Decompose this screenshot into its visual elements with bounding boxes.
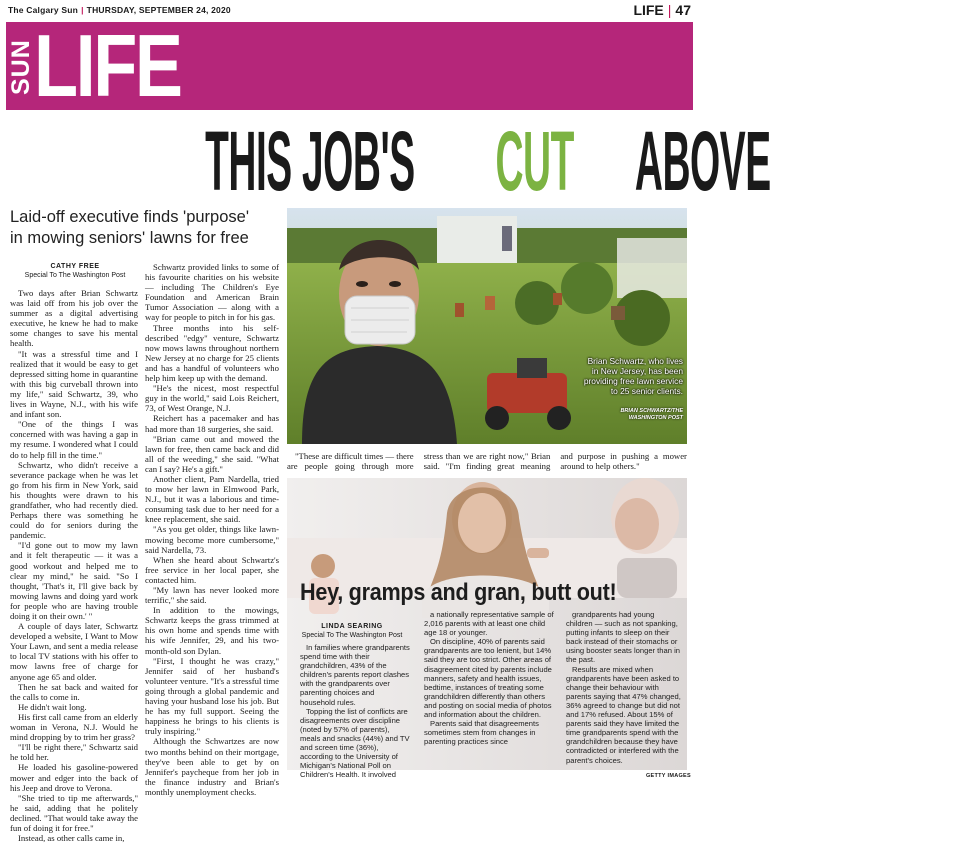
sidebar-byline [300,622,404,640]
sidebar-headline [300,579,680,607]
deck-line-2: in mowing seniors' lawns for free [10,229,249,247]
paragraph: Three months into his self-described "edgy" venture, Schwartz now mows lawns throughout northern New Jersey at no charge for 25 clients and has a handful of volunteers who help him keep up with the demand. [145,322,279,384]
paragraph: Two days after Brian Schwartz was laid off from his job over the summer as a digital advertising executive, he knew he had to make some changes to save his mental health. [10,288,138,349]
sidebar-column-2 [424,610,554,763]
photo-caption: Brian Schwartz, who lives in New Jersey, has been providing free lawn service to 25 senior clients. [583,356,683,396]
sidebar-headline-text: Hey, gramps and gran, butt out! [300,579,617,606]
paragraph: "It was a stressful time and I realized that it would be easy to get depressed sitting home in quarantine with this big curveball thrown into my life," said Schwartz, 39, who lives in Wayne, N.J., with his wife and infant son. [10,348,138,420]
paragraph: Schwartz provided links to some of his favourite charities on his website — including The Children's Eye Foundation and American Brain Tumor Association — along with a way for people to pitch in for his gas. [145,262,279,323]
paragraph: "First, I thought he was crazy," Jennifer said of her husband's volunteer venture. "It's a stressful time going through a global pandemic and having your husband lose his job. But he has my full support. Seeing the happiness he brings to his clients is truly inspiring." [145,655,279,737]
story-deck [10,207,280,249]
paragraph: His first call came from an elderly woman in Verona, N.J. Would he mind dropping by to trim her grass? [10,711,138,743]
paper-name: The Calgary Sun [8,5,79,15]
paragraph: Another client, Pam Nardella, tried to mow her lawn in Elmwood Park, N.J., but it was a laborious and time-consuming task due to her need for a knee replacement, she said. [145,473,279,525]
photo-credit: BRIAN SCHWARTZ/THE WASHINGTON POST [620,408,683,421]
paragraph: "These are difficult times — there are people going through more stress than we are right now," Brian said. "I'm finding great meaning and purpose in pushing a mower around to help others." [287,451,687,472]
page-number: 47 [675,2,691,18]
paragraph: Then he sat back and waited for the calls to come in. [10,681,138,702]
paragraph: On discipline, 40% of parents said grandparents are too lenient, but 14% said they are too strict. Other areas of disagreement cited by parents include manners, safety and health issues, bedtime, instances of treating some grandchildren differently than others and posting on social media of photos and information about the children. [424,637,552,720]
paragraph: A couple of days later, Schwartz developed a website, I Want to Mow Your Lawn, and sent a media release to local TV stations with his offer to mow lawns free of charge for anyone age 65 and older. [10,621,138,682]
headline-part2: ABOVE [626,114,771,208]
byline-org: Special To The Washington Post [24,272,126,279]
headline-part1: THIS JOB'S [205,114,426,208]
sidebar-byline-org: Special To The Washington Post [301,632,403,639]
paragraph: Schwartz, who didn't receive a severance package when he was let go from his firm in New York, said his thoughts were drawn to his grandfather, who had recently died. Perhaps there was something he could do for seniors during the pandemic. [10,459,138,541]
paragraph: In addition to the mowings, Schwartz keeps the grass trimmed at his own home and spends time with his wife Jennifer, 29, and his two-month-old son Dylan. [145,605,279,656]
paragraph: Reichert has a pacemaker and has had more than 18 surgeries, she said. [145,413,279,434]
story-column-1 [10,288,138,843]
paragraph: "She tried to tip me afterwards," he said, adding that he politely declined. "That would take away the fun of doing it for free." [10,792,138,833]
paragraph: "My lawn has never looked more terrific," she said. [145,585,279,606]
sidebar-byline-name: LINDA SEARING [321,623,383,630]
banner-life-title: LIFE [34,16,181,115]
banner-sun-logo: SUN [7,39,35,95]
issue-date: THURSDAY, SEPTEMBER 24, 2020 [86,5,231,15]
deck-line-1: Laid-off executive finds 'purpose' [10,208,249,226]
sidebar-column-1 [300,643,410,780]
paragraph: "One of the things I was concerned with was having a gap in my resume. I wondered what I could do to help fill in the time." [10,419,138,460]
paragraph: Results are mixed when grandparents have been asked to change their behaviour with parents saying that 47% changed, 36% agreed to change but did not and 17% refused. About 15% of parents said they have limited the time grandparents spend with the grandchildren because they have contradicted or interfered with the parent's choices. [566,664,681,765]
paragraph: He didn't wait long. [18,701,87,712]
paragraph: When she heard about Schwartz's free service in her local paper, she contacted him. [145,554,279,585]
paragraph: Although the Schwartzes are now two months behind on their mortgage, they've been able to get by on Jennifer's paycheque from her job in the finance industry and Brian's monthly unemployment checks. [145,736,279,797]
headline-cut: CUT [495,114,574,208]
paragraph: "I'll be right there," Schwartz said he told her. [10,742,138,763]
sidebar-photo-credit: GETTY IMAGES [645,773,691,779]
paragraph: Instead, as other calls came in, [18,833,125,843]
story-column-2 [145,262,279,797]
paragraph: Parents said that disagreements sometimes stem from changes in parenting practices since [424,719,539,747]
sidebar-column-3 [566,610,682,763]
story-byline [10,262,140,280]
paragraph: a nationally representative sample of 2,016 parents with at least one child age 18 or younger. [424,610,554,638]
section-banner [6,16,693,115]
paragraph: In families where grandparents spend time with their grandchildren, 43% of the children's parents report clashes with the grandparents over parenting choices and household rules. [300,643,410,707]
paragraph: "As you get older, things like lawn-mowing become more cumbersome," said Nardella, 73. [145,524,279,555]
paragraph: "He's the nicest, most respectful guy in the world," said Lois Reichert, 73, of West Orange, N.J. [145,383,279,414]
folio-right: LIFE | 47 [633,2,691,18]
section-name: LIFE [633,2,664,18]
paragraph: "Brian came out and mowed the lawn for free, then came back and did all of the weeding," she said. "What can I say? He's a gift." [145,433,279,474]
folio-left: The Calgary Sun | THURSDAY, SEPTEMBER 24, 2020 [8,5,231,15]
byline-name: CATHY FREE [50,263,100,270]
main-headline [0,114,771,208]
paragraph: "I'd gone out to mow my lawn and it felt therapeutic — it was a good workout and helped me to clear my mind," he said. "So I thought, 'That's it, I'll give back by mowing lawns and doing yard work for people who are having trouble doing it on their own.' " [10,540,138,621]
paragraph: He loaded his gasoline-powered mower and edger into the back of his Jeep and drove to Verona. [10,762,138,793]
story-column-3 [287,451,687,473]
paragraph: grandparents had young children — such as not spanking, putting infants to sleep on their back instead of their stomachs or using booster seats longer than in the past. [566,610,680,665]
paragraph: Topping the list of conflicts are disagreements over discipline (noted by 57% of parents), meals and snacks (44%) and TV and screen time (36%), according to the University of Michigan's National Poll on Children's Health. It involved [300,706,410,780]
